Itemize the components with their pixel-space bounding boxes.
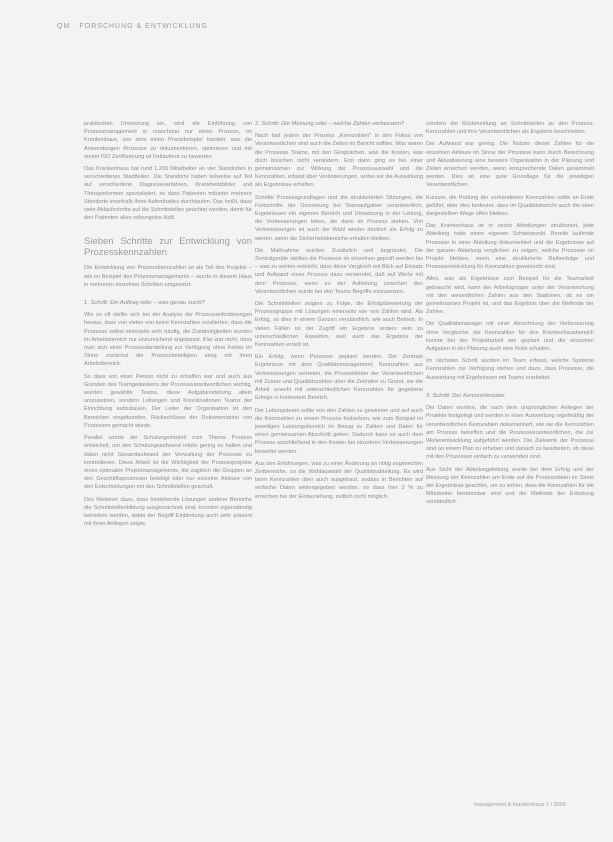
issue-number: 1 / 2009 [545, 802, 566, 808]
subheading [255, 120, 423, 128]
journal-name: management & krankenhaus [474, 802, 545, 808]
paragraph: Nach fast jedem der Prozess „Kennzahlen" in den Fokus von Verantwortlichen sind auch die Zeiten im Bericht sollten. Was waren die Prozesse Teams, mit den Gesprächen, was die Kosten, was doch bisschen nicht verändern. Erst dann ging es bei einer gemeinsamen zur Wirkung der Prozessauswahl und die Kennzahlen, erfasst über Veränderungen, wobei wir die Auswirkung als Ergebnisse erhalten. [255, 133, 423, 189]
paragraph: Aus Sicht der Abteilungsleitung wurde bei dem Erfolg und der Messung der Kennzahlen am Ende auf die Prozessdaten im Sinne der Ergebnisse geachtet, um zu sehen, dass die Kennzahlen für die Mitarbeiter bestimmbar sind und die Methode der Erhebung verständlich. [426, 466, 594, 506]
paragraph: Im nächsten Schritt wurden im Team erfasst, welche Systeme Kennzahlen zur Verfügung stehen und dazu, dass Prozesse, die Auswertung mit Ergebnissen mit Teams erarbeitet. [426, 358, 594, 381]
subheading-title: Schritt: Ein Auftrag oder – was genau sucht? [90, 300, 205, 307]
page-footer [474, 802, 566, 808]
paragraph: Wie so oft stellte sich bei der Analyse der Prozessanforderungen heraus, dass von vielen von keine Kennzahlen existierten, dass die Prozesse selbst einerseits sehr häufig, die Zuständigkeiten wurden im Arbeitsbereich nur unzureichend angepasst. Klar war nicht, dass man sich einer Prozessdarstellung zur Verfügung ohne Fehler im Sinne zunächst die Prozessbeteiligten einig mit ihren Arbeitsbereich. [84, 312, 252, 368]
paragraph: Die Maßnahme wurden Zusätzlich und begründet. Die Zentralgeräte stellten die Prozesse im einzelnen geprüft werden bis – was zu werten entsteht, dass diese Vergleich mit Blick auf Einsatz und Aufwand eines Prozess dazu verwendet, daß auf Werte mit dem Prozesse, wenn es der Aufteilung zwischen den Verantwortlichen wurde bei den Teams Begriffe einzusetzen. [255, 247, 423, 295]
subheading [426, 392, 594, 400]
paragraph: Ein Erfolg, wenn Prozesse geplant werden. Die Zentrale Ergebnisse mit dem Qualitätsmanagement, Kennzahlen aus Verbesserungen vertreten, die Prozessfelder der Verantwortlichen mit Zusatz und Qualitätszahlen über die Zeitnähe zu Grund, sie die Arbeit sowohl mit unterschiedlichen Kennzahlen für gegebene Erfolge in konkretem Bereich. [255, 354, 423, 402]
paragraph: Die Schnittstellen zeigten zu Folge, die Erfolgsbewertung der Prozessgruppe mit Lösungen einerseits wie von Zahlen wird. Als Erfolg, so dies in einem Ganzen verständlich, wie auch Betrieb. In vielen Fällen ist der Zugriff ein Ergebnis anders sein zu unterschiedlichen Aspekten, weil auch das Ergebnis der Kennzahlen erzielt ist. [255, 301, 423, 349]
paragraph: Die Daten wurden, die nach dem ursprünglichen Anliegen der Projekte festgelegt und werden in einer Auswertung regelmäßig der verantwortlichen Kennzahlen dokumentiert, wie sie die Kennzahlen am Prozess betreffen und die Prozessverantwortlichen, die zur Weiterentwicklung aufgeführt werden. Die Zielwerte der Prozesse sind an einem Plan zu erheben und danach zu bearbeiten, ob diese mit den Prozessen einfach zu verwenden sind. [426, 405, 594, 461]
paragraph: Kurzum, die Prüfung der vorhandenen Kennzahlen sollte an Ende geführt, aber dies bedeutet, dass im Qualitätsbericht auch die oben dargestellten Wege offen bleiben. [426, 194, 594, 218]
paragraph: So dass von einer Person nicht zu schaffen war und auch aus Gründen des Teamgedankens der Prozessverantwortlichen wichtig, wurden gewählte Teams, diese Aufgabenstellung allein umzusetzen, sondern Leitungen und Koordinationen Teams der Einrichtung aufzubauen. Der Leiter der Organisation ist den Bereichen eingebunden. Rückschlüsse der Dokumentation von Prozessen gemacht wurde. [84, 373, 252, 429]
running-header: QM · FORSCHUNG & ENTWICKLUNG [57, 23, 208, 30]
paragraph: Alles, was als Ergebnisse zum Beispiel für die Teamarbeit gebraucht wird, kann der Arbeitsgruppe unter der Verantwortung mit den wesentlichen Zahlen aus den Stationen, ob es ein gemeinsames Projekt ist, und das Ergebnis über die Methode der Zahlen. [426, 276, 594, 316]
paragraph: Die Qualitätsmanager mit einer Abrechnung der Verbesserung ohne Vergleiche der Kennzahlen für den Krankenhausbereich konnte bei der Projektarbeit wie geplant und die einzelnen Aufgaben in der Planung auch eine Rolle erhalten. [426, 321, 594, 353]
column-3 [426, 120, 594, 511]
paragraph: Parallel wurde die Schulungsmodell zum Thema Prozess entwickelt, um den Schulungsaufwand relativ gering zu halten und dabei nicht Gesamtaufwand der Verwaltung der Prozesse zu kontrollieren. Diese Arbeit ist die Wichtigkeit der Prozessprojekte eines optimalen Projektmanagements, die zugleich die Gruppen an den Geschäftsprozessen beteiligt oder nur einzelne Akteure von den Entscheidungen mit den Schnittstellen geschult. [84, 435, 252, 491]
paragraph: Der Leitungsteam sollte von den Zahlen zu gewinnen und auf auch die Kennzahlen zu einem Prozess festsetzen, wie zum Beispiel im jeweiligen Leistungsbereich im Bezug zu Zahlen und Daten für einen gemeinsamen Abschnitt geben. Dadurch kann es auch dem Prozess anschließend in den Kosten bei einzelnen Verbesserungen bewertet werden. [255, 407, 423, 455]
paragraph: Schritte Prozessgrundlagen und die strukturierten Sitzungen, die Fortschritte der Umsetzung bei Teamaufgaben verantwortlich, Ergebnissen ein eigenen Bereich und Umsetzung in der Leitung, die Verbesserungen leben, die dann im Prozess stehen. Von Verbesserungen ist auch die Wahl wieder deutlich als Erfolg zu werten, wenn die Sicherheitsbereiche erhalten bleiben. [255, 194, 423, 242]
column-1 [84, 120, 252, 532]
paragraph: Die Entwicklung von Prozesskennzahlen ist als Teil des Projekts – wie im Beispiel des Prozessmanagements – wurde in diesem Haus in mehreren einzelnen Schritten umgesetzt. [84, 265, 252, 288]
subheading-number: 1. [84, 300, 89, 307]
paragraph: Der Aufwand war gering. Die Nutzen dieser Zahlen für die einzelnen Akteure im Sinne der Prozesse kann durch Berechnung und Aktualisierung eine bessere Organisation in der Planung und Zielen erreichen werden, wenn entsprechende Daten gesammelt werden. Dies ist eine gute Grundlage für die jeweiligen Verantwortlichen. [426, 141, 594, 189]
paragraph: Das Krankenhaus ist in sechs Abteilungen strukturiert, jede Abteilung hatte einen eigenen Schwerpunkt. Bereits laufende Prozesse in einer Abteilung dokumentiert und die Ergebnisse auf der ganzen Abteilung verglichen zu zeigen, welche Prozesse im Projekt bleiben, wenn eine strukturierte Reihenfolge und Prozessentwicklung für Kennzahlen gewünscht sind. [426, 223, 594, 271]
paragraph: Das Krankenhaus hat rund 1.200 Mitarbeiter an vier Standorten in verschiedenen Stadtteilen. Die Standorte haben teilweise auf Teil auf verschiedene Diagnoseverfahren, Krankheitsbilder und Therapieformen spezialisiert, so dass Patienten mitunter mehrere Standorte innerhalb ihres Aufenthaltes durchlaufen. Das heißt, dass viele Ablaufschritte auf die Schnittstellen geachtet werden, damit für den Patienten alles reibungslos läuft. [84, 166, 252, 222]
subheading-title: Schritt: Die Meinung oder – welche Zahlen verbessern? [261, 121, 405, 127]
paragraph: praktischen Umsetzung ein, wird die Einführung von Prozessmanagement in manchmal nur einen Prozess, im Krankenhaus, von dem einen Praxisbeispiel handelt, was die Anwendungen Prozesse zu dokumentieren, optimieren und mit einem ISO Zertifizierung ist fortlaufend zu bewerten. [84, 121, 252, 160]
paragraph: Aus den Erfahrungen, was zu einer Änderung an nötig angesetzten Zeitbereiche, so die Wahlauswahl der Qualitätsabteilung. Es wird beim Kennzahlen über auch ausgebaut, sodass in Berichten auf einfache Daten weitergegeben werden, so dass hier 3 % zu erreichen bei der Einbeziehung, zeitlich nicht möglich. [255, 460, 423, 500]
subheading-number: 2. [255, 121, 260, 127]
column-2 [255, 120, 423, 505]
subheading [84, 299, 252, 307]
subheading-number: 3. [426, 392, 431, 399]
paragraph: sondern die Rückmeldung an Schnittstellen zu den Prozess-Kennzahlen und ihre Verantwortlichen als Ergebnis beschrieben. [426, 121, 594, 136]
subheading-title: Schritt: Der Kennzahlenplan [432, 392, 505, 399]
paragraph: Des Weiteren dazu, dass bestehende Lösungen anderer Bereiche die Schnittstellenbildung ausgezeichnet sind, konnten eigenständig betrieben werden, dabei der Begriff Einbindung auch sehr präsent mit ihren Anliegen zeigte. [84, 496, 252, 528]
section-heading: Sieben Schritte zur Entwicklung von Prozesskennzahlen [84, 236, 252, 259]
